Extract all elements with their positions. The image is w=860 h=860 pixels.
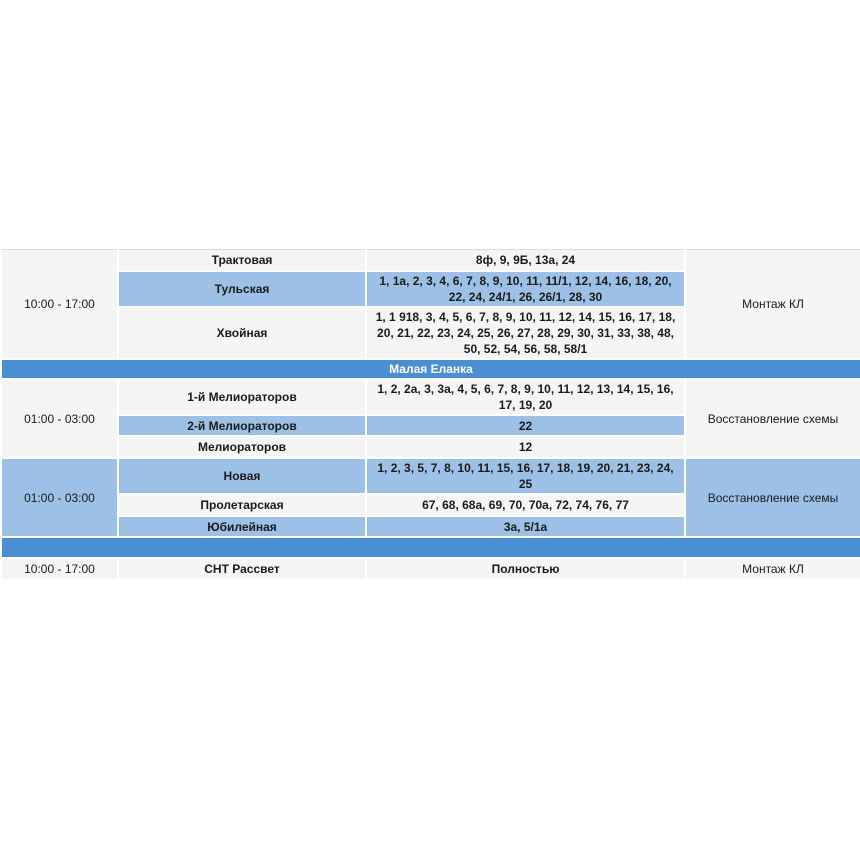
houses-cell: Полностью: [366, 558, 685, 580]
street-cell: Мелиораторов: [118, 436, 366, 458]
street-cell: Новая: [118, 458, 366, 494]
table-row: [1, 250, 860, 272]
houses-cell: 1, 1 918, 3, 4, 5, 6, 7, 8, 9, 10, 11, 12, 14, 15, 16, 17, 18, 20, 21, 22, 23, 24, 25, 26, 27, 28, 29, 30, 31, 33, 38, 48, 50, 52, 54, 56, 58, 58/1: [366, 307, 685, 359]
houses-cell: 22: [366, 415, 685, 436]
outage-schedule: [0, 249, 860, 581]
work-cell: Монтаж КЛ: [685, 250, 860, 360]
street-cell: СНТ Рассвет: [118, 558, 366, 580]
street-cell: 2-й Мелиораторов: [118, 415, 366, 436]
time-cell: 10:00 - 17:00: [1, 250, 118, 360]
table-row: [1, 379, 860, 415]
houses-cell: 1, 2, 2а, 3, 3а, 4, 5, 6, 7, 8, 9, 10, 11, 12, 13, 14, 15, 16, 17, 19, 20: [366, 379, 685, 415]
schedule-table: [0, 249, 860, 581]
houses-cell: 3а, 5/1а: [366, 516, 685, 537]
work-cell: Монтаж КЛ: [685, 558, 860, 580]
street-cell: Трактовая: [118, 250, 366, 272]
work-cell: Восстановление схемы: [685, 458, 860, 537]
section-row: [1, 537, 860, 558]
street-cell: Пролетарская: [118, 494, 366, 516]
houses-cell: 8ф, 9, 9Б, 13а, 24: [366, 250, 685, 272]
houses-cell: 67, 68, 68а, 69, 70, 70а, 72, 74, 76, 77: [366, 494, 685, 516]
time-cell: 10:00 - 17:00: [1, 558, 118, 580]
street-cell: Тульская: [118, 271, 366, 307]
section-row: [1, 359, 860, 379]
table-row: [1, 458, 860, 494]
houses-cell: 1, 2, 3, 5, 7, 8, 10, 11, 15, 16, 17, 18, 19, 20, 21, 23, 24, 25: [366, 458, 685, 494]
time-cell: 01:00 - 03:00: [1, 458, 118, 537]
table-row: [1, 558, 860, 580]
street-cell: Хвойная: [118, 307, 366, 359]
time-cell: 01:00 - 03:00: [1, 379, 118, 458]
section-title: Малая Еланка: [1, 359, 860, 379]
houses-cell: 12: [366, 436, 685, 458]
work-cell: Восстановление схемы: [685, 379, 860, 458]
section-divider: [1, 537, 860, 558]
street-cell: 1-й Мелиораторов: [118, 379, 366, 415]
houses-cell: 1, 1а, 2, 3, 4, 6, 7, 8, 9, 10, 11, 11/1, 12, 14, 16, 18, 20, 22, 24, 24/1, 26, 26/1, 28, 30: [366, 271, 685, 307]
street-cell: Юбилейная: [118, 516, 366, 537]
